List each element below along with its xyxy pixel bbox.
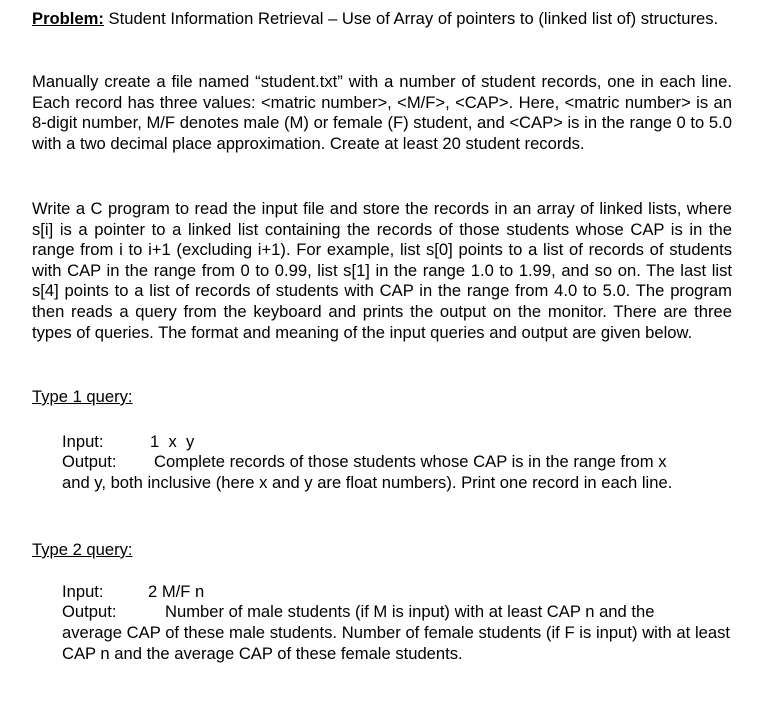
paragraph-file-creation: Manually create a file named “student.txt” with a number of student records, one in each line. Each record has three values: <matric number>, <M/F>, <CAP>. Here, <matric number> is an 8-digit number, M/F denotes male (M) or female (F) student, and <CAP> is in the range 0 to 5.0 with a two decimal place approximation. Create at least 20 student records. <box>32 72 732 153</box>
query-2-output-rest: average CAP of these male students. Number of female students (if F is input) with at least CAP n and the average CAP of these female students. <box>62 623 730 663</box>
query-2-heading-text: Type 2 query: <box>32 540 133 559</box>
problem-statement <box>32 9 732 30</box>
query-1-output-rest: and y, both inclusive (here x and y are float numbers). Print one record in each line. <box>62 473 673 492</box>
query-1-input-label: Input: <box>62 432 104 451</box>
query-1-heading-text: Type 1 query: <box>32 387 133 406</box>
query-2-output-label: Output: <box>62 602 117 621</box>
problem-label: Problem: <box>32 9 104 28</box>
query-2-output-first-text: Number of male students (if M is input) with at least CAP n and the <box>165 602 655 621</box>
query-2-output-first <box>62 602 732 623</box>
query-2-input-label: Input: <box>62 582 104 601</box>
query-2-heading <box>32 540 702 561</box>
query-2-input-value: 2 M/F n <box>148 582 205 601</box>
query-1-output-label: Output: <box>62 452 117 471</box>
query-1-input-value: 1 x y <box>150 432 195 451</box>
query-2-input <box>62 582 732 603</box>
query-1-output-first <box>62 452 732 473</box>
query-1-output-first-text: Complete records of those students whose CAP is in the range from x <box>154 452 667 471</box>
query-1-heading <box>32 387 702 408</box>
problem-title: Student Information Retrieval – Use of Array of pointers to (linked list of) structures. <box>108 9 719 28</box>
paragraph-program-description: Write a C program to read the input file and store the records in an array of linked lists, where s[i] is a pointer to a linked list containing the records of those students whose CAP is in the range from i to i+1 (excluding i+1). For example, list s[0] points to a list of records of students with CAP in the range from 0 to 0.99, list s[1] in the range 1.0 to 1.99, and so on. The last list s[4] points to a list of records of students with CAP in the range from 4.0 to 5.0. The program then reads a query from the keyboard and prints the output on the monitor. There are three types of queries. The format and meaning of the input queries and output are given below. <box>32 199 732 342</box>
query-1-input <box>62 432 732 453</box>
